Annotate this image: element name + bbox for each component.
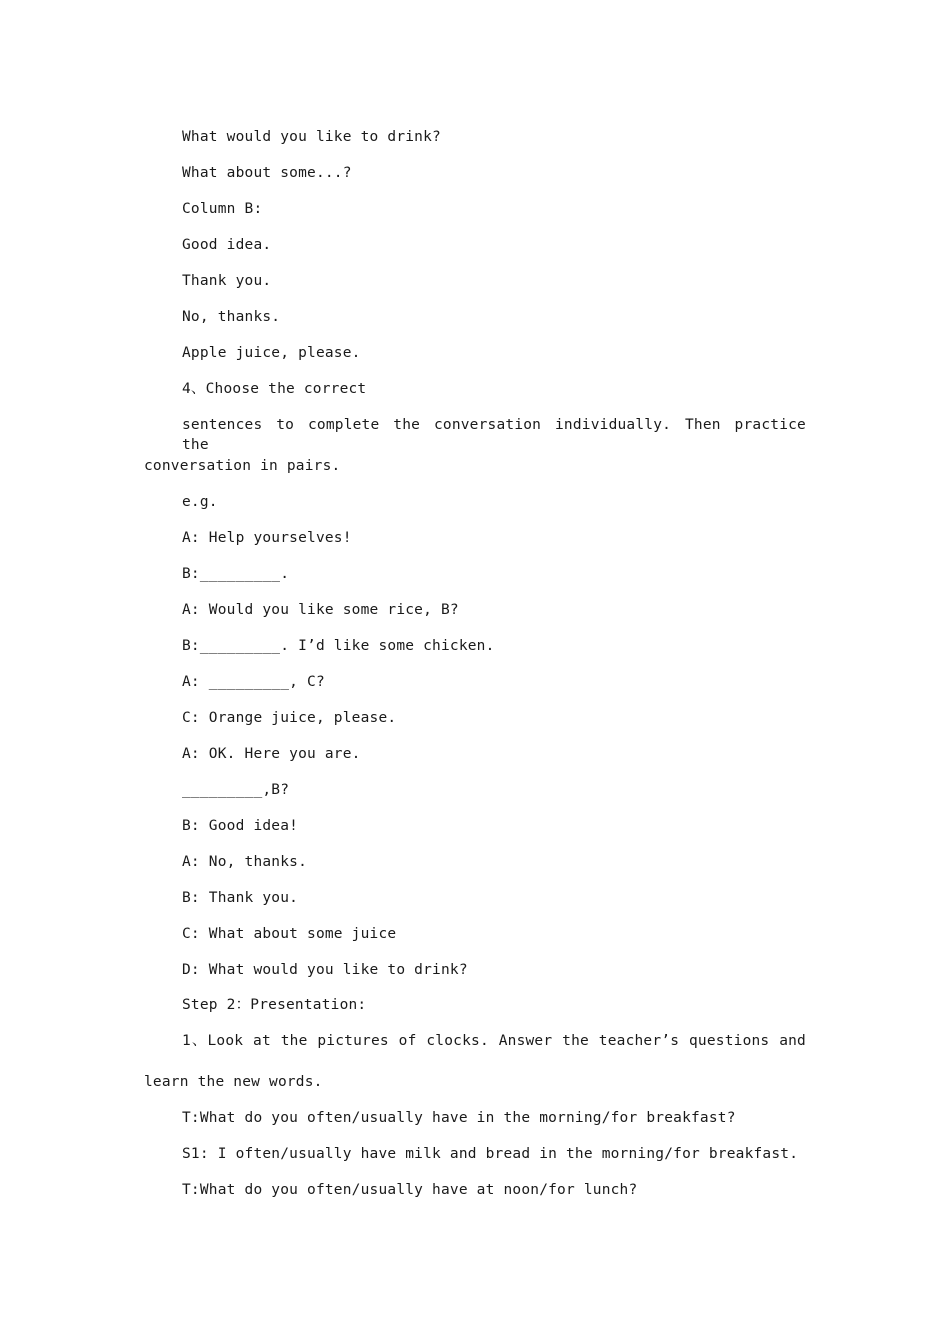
text-line: T:What do you often/usually have at noon/for lunch? bbox=[182, 1182, 638, 1198]
text-line: A: No, thanks. bbox=[182, 854, 308, 870]
text-line: A: Help yourselves! bbox=[182, 530, 352, 546]
text-line: sentences to complete the conversation individually. Then practice the bbox=[182, 417, 806, 453]
text-line: 4、Choose the correct bbox=[182, 381, 367, 397]
text-line: S1: I often/usually have milk and bread in the morning/for breakfast. bbox=[182, 1146, 799, 1162]
text-line: Step 2：Presentation: bbox=[182, 997, 367, 1013]
text-line: Thank you. bbox=[182, 273, 272, 289]
text-line: _________,B? bbox=[182, 782, 290, 798]
text-line: conversation in pairs. bbox=[144, 458, 341, 474]
text-line: C: Orange juice, please. bbox=[182, 710, 397, 726]
text-line: Apple juice, please. bbox=[182, 345, 361, 361]
text-line: 1、Look at the pictures of clocks. Answer the teacher’s questions and bbox=[182, 1033, 806, 1049]
text-line: A: OK. Here you are. bbox=[182, 746, 361, 762]
text-line: A: _________, C? bbox=[182, 674, 325, 690]
text-line: Column B: bbox=[182, 201, 263, 217]
text-line: What about some...? bbox=[182, 165, 352, 181]
text-line: B:_________. bbox=[182, 566, 290, 582]
text-line: T:What do you often/usually have in the morning/for breakfast? bbox=[182, 1110, 736, 1126]
text-line: e.g. bbox=[182, 494, 218, 510]
text-line: What would you like to drink? bbox=[182, 129, 441, 145]
text-line: No, thanks. bbox=[182, 309, 281, 325]
text-line: B: Good idea! bbox=[182, 818, 299, 834]
text-line: learn the new words. bbox=[144, 1074, 323, 1090]
text-line: A: Would you like some rice, B? bbox=[182, 602, 459, 618]
text-line: B:_________. I’d like some chicken. bbox=[182, 638, 495, 654]
text-line: C: What about some juice bbox=[182, 926, 397, 942]
text-line: D: What would you like to drink? bbox=[182, 962, 468, 978]
text-line: B: Thank you. bbox=[182, 890, 299, 906]
text-line: Good idea. bbox=[182, 237, 272, 253]
